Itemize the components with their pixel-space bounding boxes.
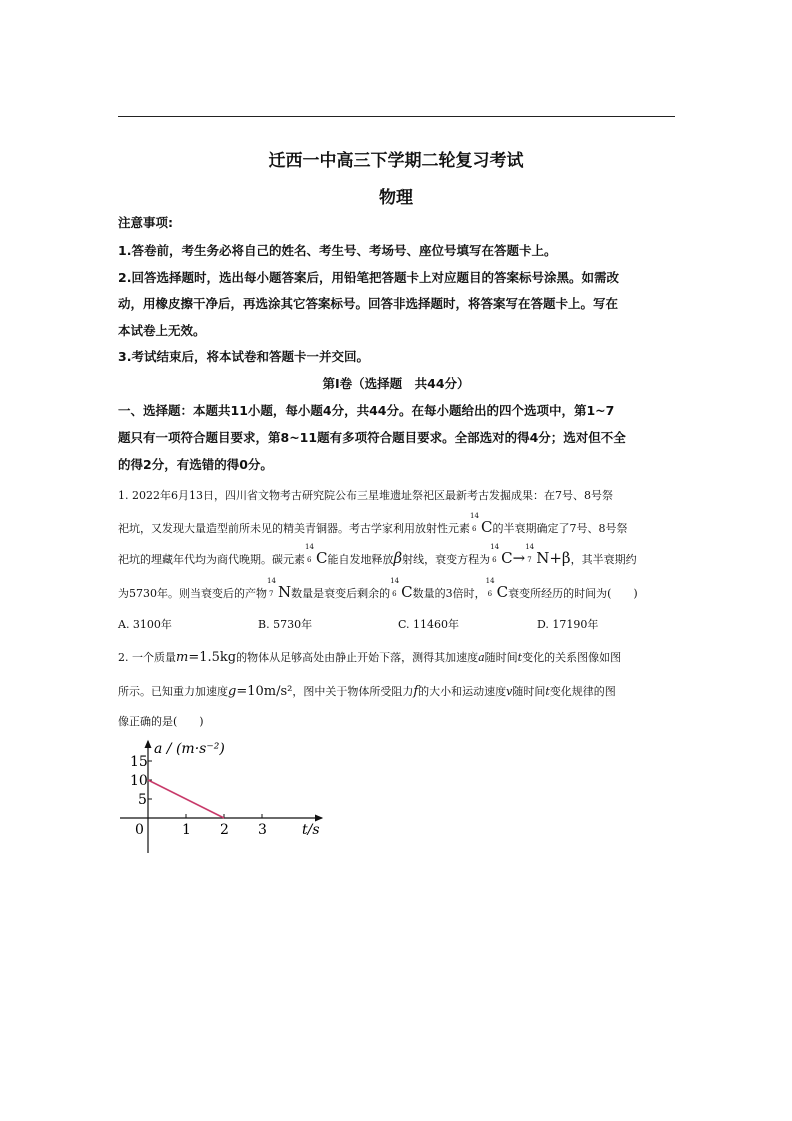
y-axis-label: a / (m·s⁻²) xyxy=(154,741,225,757)
force-variable: f xyxy=(413,684,419,699)
q1-option-c[interactable]: C. 11460年 xyxy=(398,618,460,631)
x-tick-label: 1 xyxy=(182,822,191,838)
q1-text: 的半衰期确定了7号、8号祭 xyxy=(492,522,628,535)
arrow-symbol: → xyxy=(512,549,526,567)
mass-number: 14 xyxy=(470,512,479,520)
nitrogen-symbol: N xyxy=(278,583,292,601)
velocity-variable: v xyxy=(506,685,513,698)
q1-line-3 xyxy=(118,543,637,567)
time-variable: t xyxy=(517,651,523,664)
q2-line-1 xyxy=(118,649,621,665)
q1-text: 祀坑的埋藏年代均为商代晚期。碳元素 xyxy=(118,553,305,566)
atomic-number: 7 xyxy=(527,556,532,564)
nitrogen14-isotope xyxy=(267,577,278,599)
header-rule xyxy=(118,116,675,117)
q1-option-a[interactable]: A. 3100年 xyxy=(118,618,172,631)
beta-symbol: β xyxy=(393,549,403,567)
carbon14-isotope xyxy=(490,543,501,565)
accel-variable: a xyxy=(478,651,485,664)
section-line-1: 一、选择题：本题共11小题，每小题4分，共44分。在每小题给出的四个选项中，第1~7 xyxy=(118,403,615,418)
mass-number: 14 xyxy=(305,543,314,551)
atomic-number: 6 xyxy=(392,590,397,598)
q1-text: 射线，衰变方程为 xyxy=(402,553,491,566)
q1-text: ，其半衰期约 xyxy=(570,553,637,566)
section-line-2: 题只有一项符合题目要求，第8~11题有多项符合题目要求。全部选对的得4分；选对但不全 xyxy=(118,430,626,445)
carbon-symbol: C xyxy=(501,549,513,567)
mass-number: 14 xyxy=(267,577,276,585)
section-line-3: 的得2分，有选错的得0分。 xyxy=(118,457,273,472)
notice-line-4: 本试卷上无效。 xyxy=(118,323,206,338)
origin-label: 0 xyxy=(135,822,144,838)
gravity-value: =10m/s² xyxy=(236,684,293,699)
q1-line-4 xyxy=(118,577,638,601)
q2-text: 随时间 xyxy=(484,651,518,664)
atomic-number: 6 xyxy=(472,525,477,533)
exam-title: 迁西一中高三下学期二轮复习考试 xyxy=(268,151,524,171)
notice-line-2: 2.回答选择题时，选出每小题答案后，用铅笔把答题卡上对应题目的答案标号涂黑。如需改 xyxy=(118,270,619,285)
notice-line-5: 3.考试结束后，将本试卷和答题卡一并交回。 xyxy=(118,349,369,364)
gravity-variable: g xyxy=(228,684,237,699)
accel-line xyxy=(148,780,224,818)
carbon-symbol: C xyxy=(481,518,493,536)
q2-text: 随时间 xyxy=(512,685,546,698)
q2-text: ，图中关于物体所受阻力 xyxy=(292,685,414,698)
atomic-number: 6 xyxy=(492,556,497,564)
mass-number: 14 xyxy=(490,543,500,551)
atomic-number: 6 xyxy=(307,556,312,564)
plus-symbol: + xyxy=(549,549,562,567)
mass-variable: m xyxy=(176,650,189,665)
y-tick-label: 15 xyxy=(130,754,148,770)
q1-line-2 xyxy=(118,512,628,536)
carbon14-isotope xyxy=(470,512,481,534)
q1-text: 祀坑，又发现大量造型前所未见的精美青铜器。考古学家利用放射性元素 xyxy=(118,522,470,535)
nitrogen14-isotope xyxy=(525,543,536,565)
atomic-number: 6 xyxy=(487,590,493,598)
accel-time-chart xyxy=(112,735,332,860)
y-tick-label: 10 xyxy=(130,773,148,789)
notice-line-1: 1.答卷前，考生务必将自己的姓名、考生号、考场号、座位号填写在答题卡上。 xyxy=(118,243,557,258)
q2-text: 2. 一个质量 xyxy=(118,651,176,664)
carbon-symbol: C xyxy=(316,549,328,567)
x-axis-label: t/s xyxy=(302,822,320,838)
q2-text: 所示。已知重力加速度 xyxy=(118,685,228,698)
q2-text: 的物体从足够高处由静止开始下落，测得其加速度 xyxy=(236,651,479,664)
carbon14-isotope xyxy=(485,577,497,599)
q2-line-2 xyxy=(118,683,616,699)
subject-title: 物理 xyxy=(379,188,413,208)
atomic-number: 7 xyxy=(269,590,274,598)
y-tick-label: 5 xyxy=(138,792,147,808)
q1-text: 衰变所经历的时间为( ) xyxy=(508,587,638,600)
carbon14-isotope xyxy=(390,577,401,599)
q1-line-1: 1. 2022年6月13日，四川省文物考古研究院公布三星堆遗址祭祀区最新考古发掘成果：在7号、8号祭 xyxy=(118,489,613,502)
x-tick-label: 3 xyxy=(258,822,267,838)
q1-text: 为5730年。则当衰变后的产物 xyxy=(118,587,267,600)
q2-text: 变化规律的图 xyxy=(549,685,616,698)
beta-symbol: β xyxy=(561,549,571,567)
nitrogen-symbol: N xyxy=(536,549,550,567)
mass-number: 14 xyxy=(390,577,400,585)
q2-text: 变化的关系图像如图 xyxy=(522,651,622,664)
notice-line-3: 动，用橡皮擦干净后，再选涂其它答案标号。回答非选择题时，将答案写在答题卡上。写在 xyxy=(118,296,619,311)
notice-heading: 注意事项: xyxy=(118,215,173,230)
q1-text: 数量的3倍时， xyxy=(412,587,486,600)
mass-value: =1.5kg xyxy=(188,650,237,665)
time-variable: t xyxy=(545,685,550,698)
mass-number: 14 xyxy=(485,577,495,585)
q2-line-3: 像正确的是( ) xyxy=(118,715,204,728)
q1-option-d[interactable]: D. 17190年 xyxy=(537,618,599,631)
carbon-symbol: C xyxy=(401,583,413,601)
x-tick-label: 2 xyxy=(220,822,229,838)
section-title: 第Ⅰ卷（选择题 共44分） xyxy=(322,376,470,391)
q2-text: 的大小和运动速度 xyxy=(418,685,507,698)
q1-text: 能自发地释放 xyxy=(327,553,394,566)
q1-text: 数量是衰变后剩余的 xyxy=(291,587,391,600)
mass-number: 14 xyxy=(525,543,535,551)
carbon14-isotope xyxy=(305,543,316,565)
carbon-symbol: C xyxy=(496,583,509,601)
q1-option-b[interactable]: B. 5730年 xyxy=(258,618,313,631)
